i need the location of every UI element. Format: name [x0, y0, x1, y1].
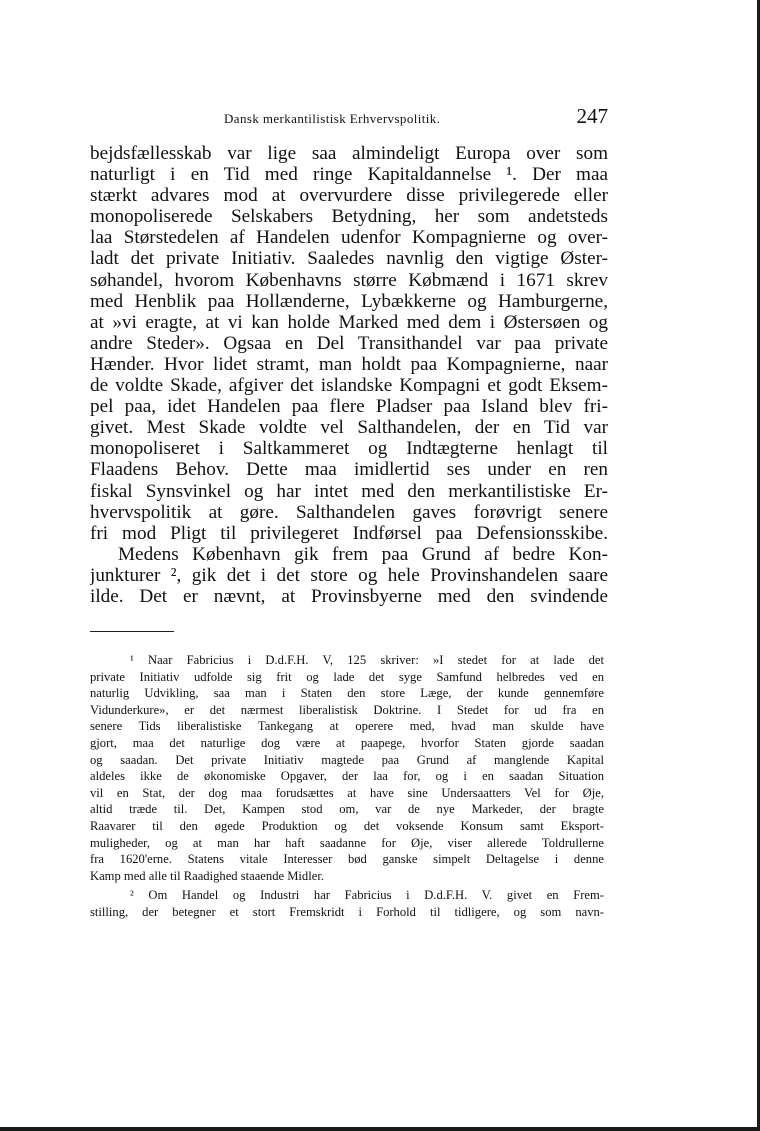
footnote-line: Vidunderkure», er det nærmest liberalistisk Doktrine. I Stedet for ud fra en: [90, 702, 604, 717]
body-line: bejdsfællesskab var lige saa almindeligt Europa over som: [90, 143, 608, 164]
page-number: 247: [576, 104, 608, 128]
body-line: stærkt advares mod at overvurdere disse privilegerede eller: [90, 185, 608, 207]
body-line: junkturer ², gik det i det store og hele Provinshandelen saare: [90, 564, 608, 586]
body-line: givet. Mest Skade voldte vel Salthandelen, der en Tid var: [90, 417, 608, 439]
footnote-line: Raavarer til den øgede Produktion og det voksende Konsum samt Eksport-: [90, 818, 604, 833]
footnote-1-start: ¹ Naar Fabricius i D.d.F.H. V, 125 skriver: »I stedet for at lade det: [130, 653, 604, 667]
body-line: ladt det private Initiativ. Saaledes navnlig den vigtige Øster-: [90, 248, 608, 270]
body-line: fri mod Pligt til privilegeret Indførsel paa Defensionsskibe.: [90, 522, 608, 544]
body-line: monopoliserede Selskabers Betydning, her som andetsteds: [90, 206, 608, 228]
footnote-line: private Initiativ udfolde sig frit og lade det syge Samfund helbredes ved en: [90, 669, 604, 684]
footnote-separator: [90, 631, 174, 632]
body-line: monopoliseret i Saltkammeret og Indtægterne henlagt til: [90, 438, 608, 460]
body-text: [90, 143, 608, 607]
footnote-line: vil en Stat, der dog maa forudsættes at have sine Undersaatters Vel for Øje,: [90, 785, 604, 800]
footnote-line: stilling, der betegner et stort Fremskridt i Forhold til tidligere, og som navn-: [90, 904, 604, 919]
body-line: pel paa, idet Handelen paa flere Pladser paa Island blev fri-: [90, 396, 608, 418]
body-line: de voldte Skade, afgiver det islandske Kompagni et godt Eksem-: [90, 375, 608, 397]
body-line: laa Størstedelen af Handelen udenfor Kompagnierne og over-: [90, 227, 608, 249]
footnote-line: naturlig Udvikling, saa man i Staten den store Læge, der kunde gennemføre: [90, 686, 604, 701]
body-line: andre Steder». Ogsaa en Del Transithandel var paa private: [90, 332, 608, 354]
body-line: ilde. Det er nævnt, at Provinsbyerne med den svindende: [90, 585, 608, 607]
footnote-2-start: ² Om Handel og Industri har Fabricius i D.d.F.H. V. givet en Frem-: [130, 888, 604, 903]
body-line: hvervspolitik at gøre. Salthandelen gaves forøvrigt senere: [90, 501, 608, 523]
footnotes: [90, 652, 604, 921]
page-header: [90, 104, 608, 134]
page-bottom-edge: [0, 1127, 760, 1131]
body-line: søhandel, hvorom Københavns større Købmænd i 1671 skrev: [90, 269, 608, 291]
footnote-line: fra 1620'erne. Statens vitale Interesser bød ganske simpelt Deltagelse i denne: [90, 852, 604, 867]
footnote-line: Kamp med alle til Raadighed staaende Midler.: [90, 868, 324, 883]
footnote-line: og saadan. Det private Initiativ magtede paa Grund af manglende Kapital: [90, 752, 604, 767]
footnote-line: aldeles ikke de økonomiske Opgaver, der laa for, og i en saadan Situation: [90, 769, 604, 784]
body-line: Flaadens Behov. Dette maa imidlertid ses under en ren: [90, 459, 608, 481]
body-line-paragraph-start: Medens København gik frem paa Grund af bedre Kon-: [118, 543, 608, 565]
running-title: Dansk merkantilistisk Erhvervspolitik.: [224, 111, 441, 126]
body-line: Hænder. Hvor lidet stramt, man holdt paa Kompagnierne, naar: [90, 353, 608, 375]
footnote-line: muligheder, og at man har haft saadanne for Øje, viser allerede Toldrullerne: [90, 835, 604, 850]
body-line: med Henblik paa Hollænderne, Lybækkerne og Hamburgerne,: [90, 290, 608, 312]
footnote-line: senere Tids liberalistiske Tankegang at operere med, hvad man skulde have: [90, 719, 604, 734]
footnote-line: altid træde til. Det, Kampen stod om, var de nye Markeder, der bragte: [90, 802, 604, 817]
body-line: naturligt i en Tid med ringe Kapitaldannelse ¹. Der maa: [90, 164, 608, 186]
body-line: at »vi eragte, at vi kan holde Marked med dem i Østersøen og: [90, 311, 608, 333]
footnote-line: gjort, maa det naturlige dog være at paapege, hvorfor Staten gjorde saadan: [90, 735, 604, 750]
body-line: fiskal Synsvinkel og har intet med den merkantilistiske Er-: [90, 480, 608, 502]
